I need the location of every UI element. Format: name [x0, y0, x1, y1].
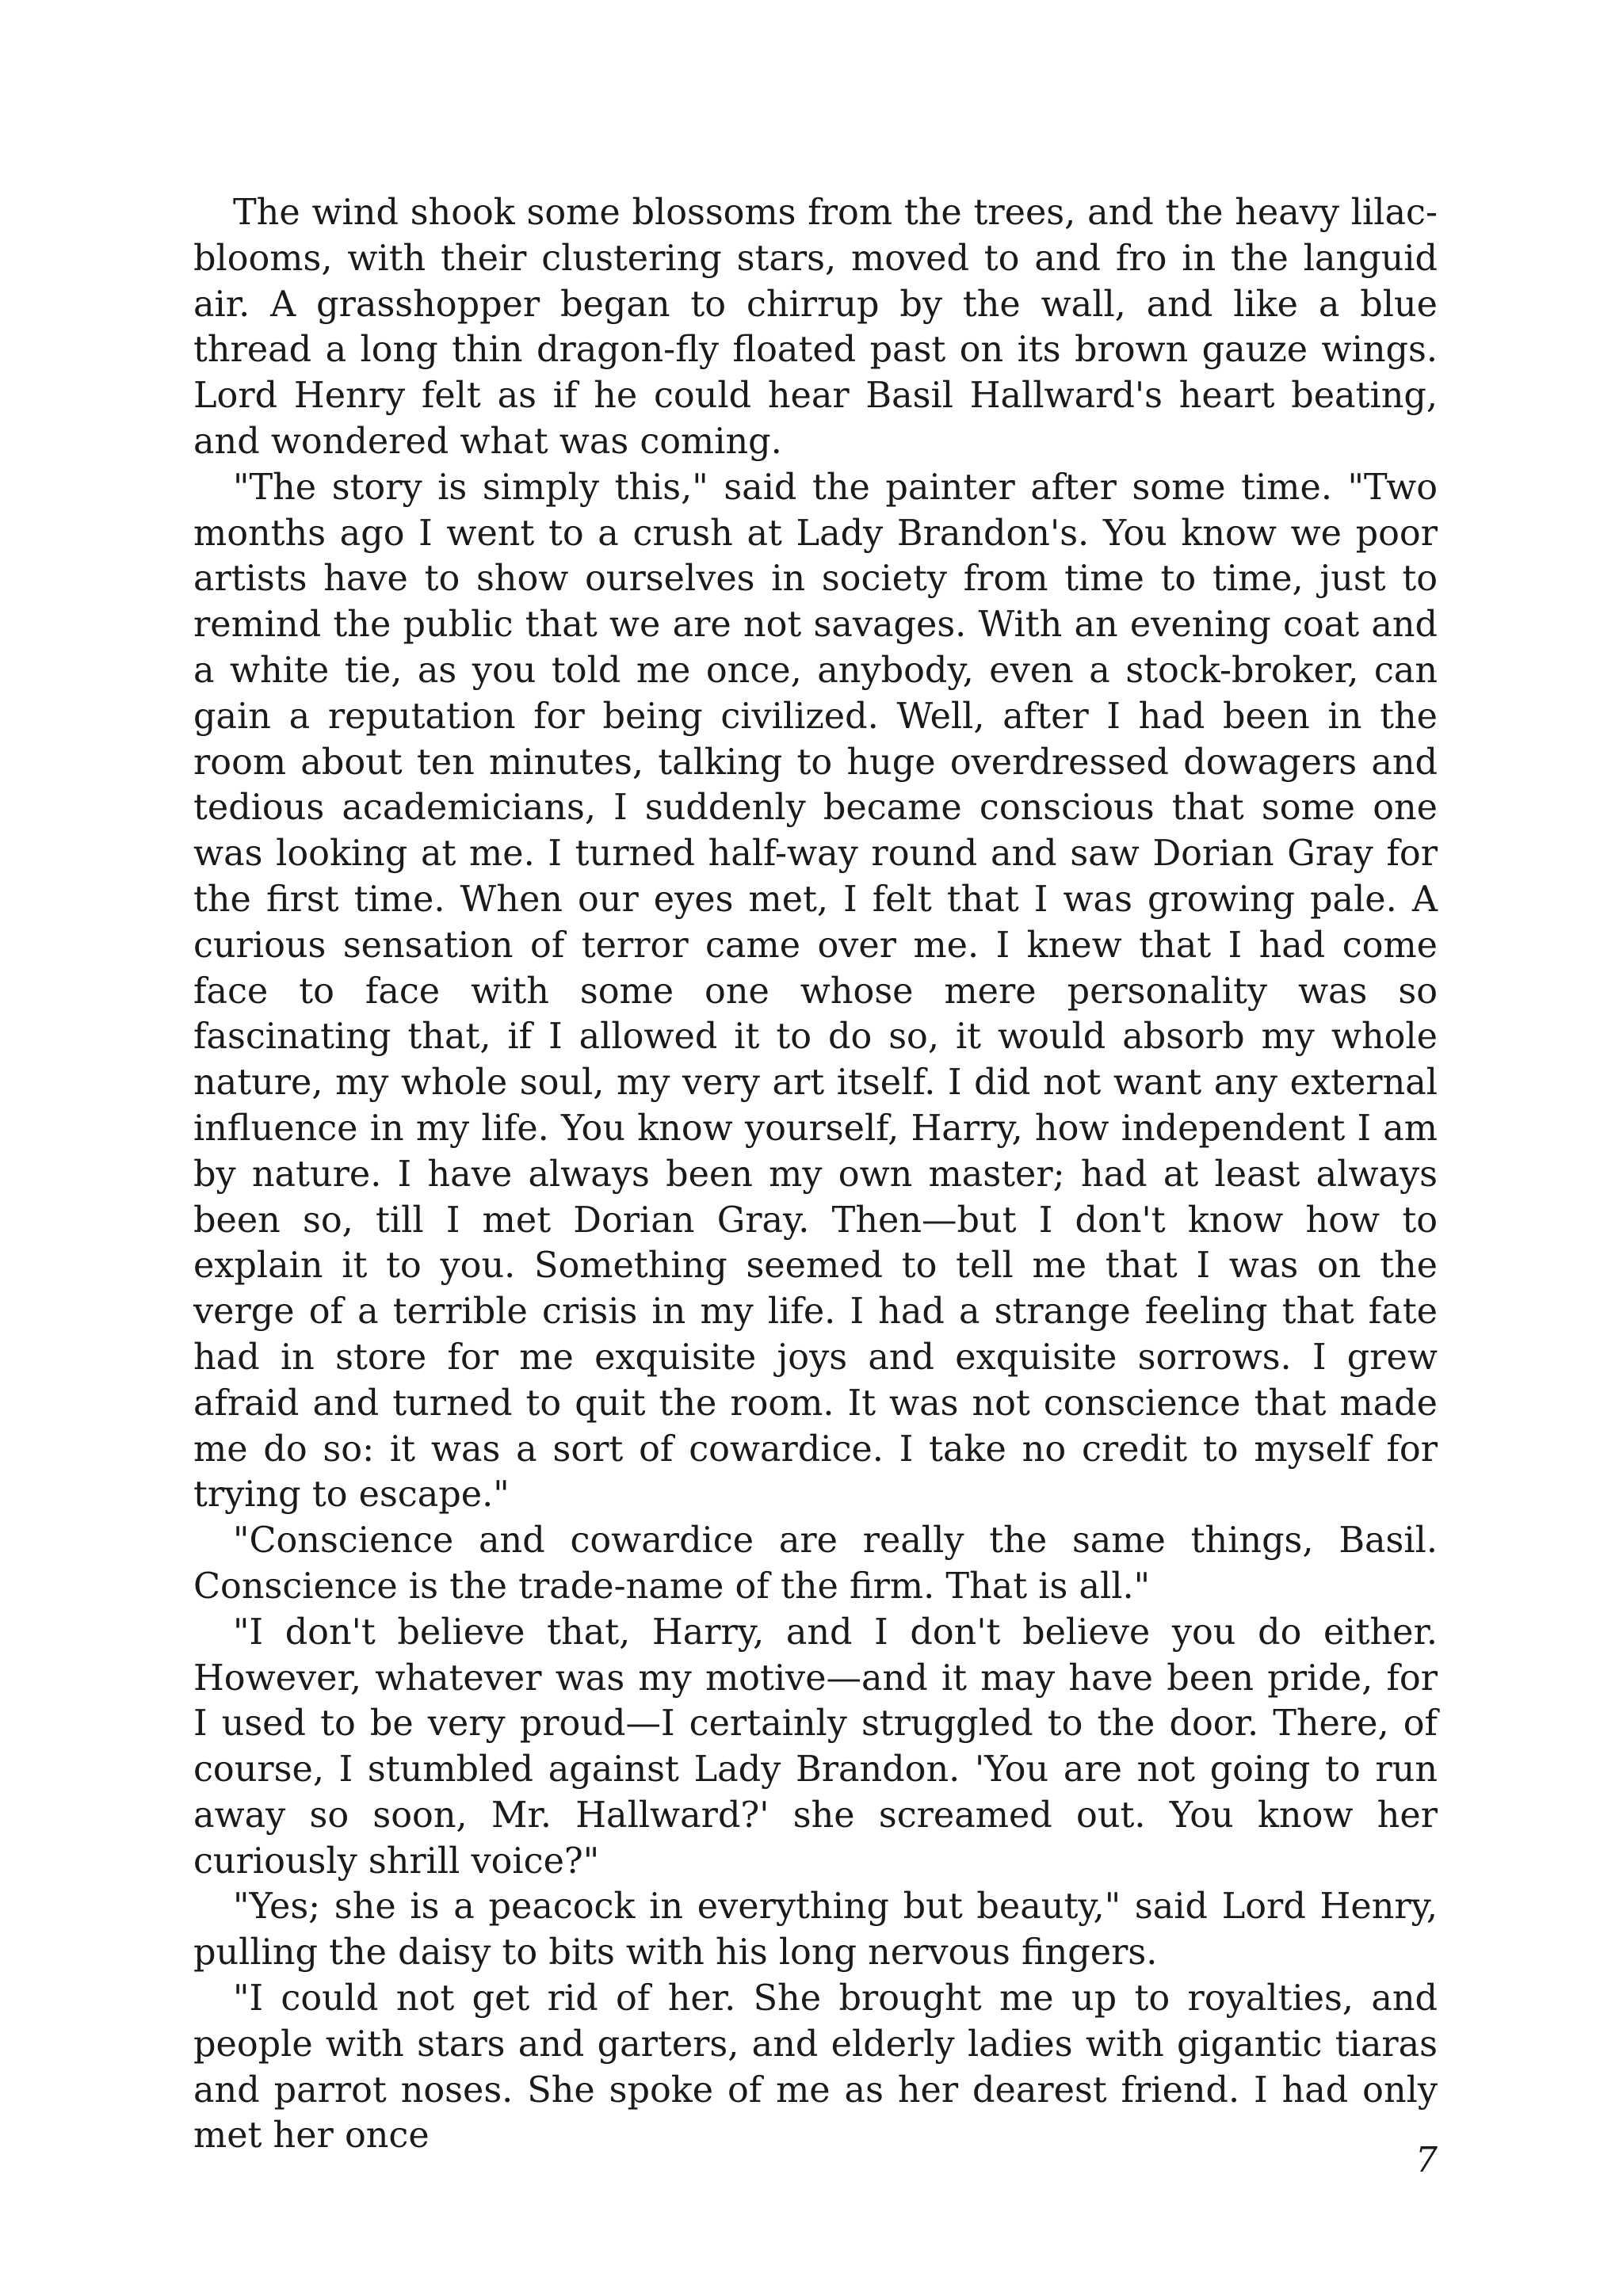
paragraph-5: "Yes; she is a peacock in everything but beauty," said Lord Henry, pulling the daisy to bits with his long nervous fingers.	[193, 1886, 1438, 1974]
page-number: 7	[1415, 2140, 1438, 2180]
paragraph-6: "I could not get rid of her. She brought me up to royalties, and people with stars and garters, and elderly ladies with gigantic tiaras and parrot noses. She spoke of me as her dearest friend. I had only met her once	[193, 1978, 1438, 2157]
paragraph-1: The wind shook some blossoms from the trees, and the heavy lilac-blooms, with their clustering stars, moved to and fro in the languid air. A grasshopper began to chirrup by the wall, and like a blue thread a long thin dragon-fly floated past on its brown gauze wings. Lord Henry felt as if he could hear Basil Hallward's heart beating, and wondered what was coming.	[193, 193, 1438, 462]
paragraph-2: "The story is simply this," said the painter after some time. "Two months ago I went to a crush at Lady Brandon's. You know we poor artists have to show ourselves in society from time to time, just to remind the public that we are not savages. With an evening coat and a white tie, as you told me once, anybody, even a stock-broker, can gain a reputation for being civilized. Well, after I had been in the room about ten minutes, talking to huge overdressed dowagers and tedious academicians, I suddenly became conscious that some one was looking at me. I turned half-way round and saw Dorian Gray for the first time. When our eyes met, I felt that I was growing pale. A curious sensation of terror came over me. I knew that I had come face to face with some one whose mere personality was so fascinating that, if I allowed it to do so, it would absorb my whole nature, my whole soul, my very art itself. I did not want any external influence in my life. You know yourself, Harry, how independent I am by nature. I have always been my own master; had at least always been so, till I met Dorian Gray. Then—but I don't know how to explain it to you. Something seemed to tell me that I was on the verge of a terrible crisis in my life. I had a strange feeling that fate had in store for me exquisite joys and exquisite sorrows. I grew afraid and turned to quit the room. It was not conscience that made me do so: it was a sort of cowardice. I take no credit to myself for trying to escape."	[193, 467, 1438, 1516]
paragraph-3: "Conscience and cowardice are really the same things, Basil. Conscience is the trade-name of the firm. That is all."	[193, 1520, 1438, 1607]
body-text	[193, 190, 1438, 2159]
paragraph-4: "I don't believe that, Harry, and I don't believe you do either. However, whatever was my motive—and it may have been pride, for I used to be very proud—I certainly struggled to the door. There, of course, I stumbled against Lady Brandon. 'You are not going to run away so soon, Mr. Hallward?' she screamed out. You know her curiously shrill voice?"	[193, 1611, 1438, 1882]
